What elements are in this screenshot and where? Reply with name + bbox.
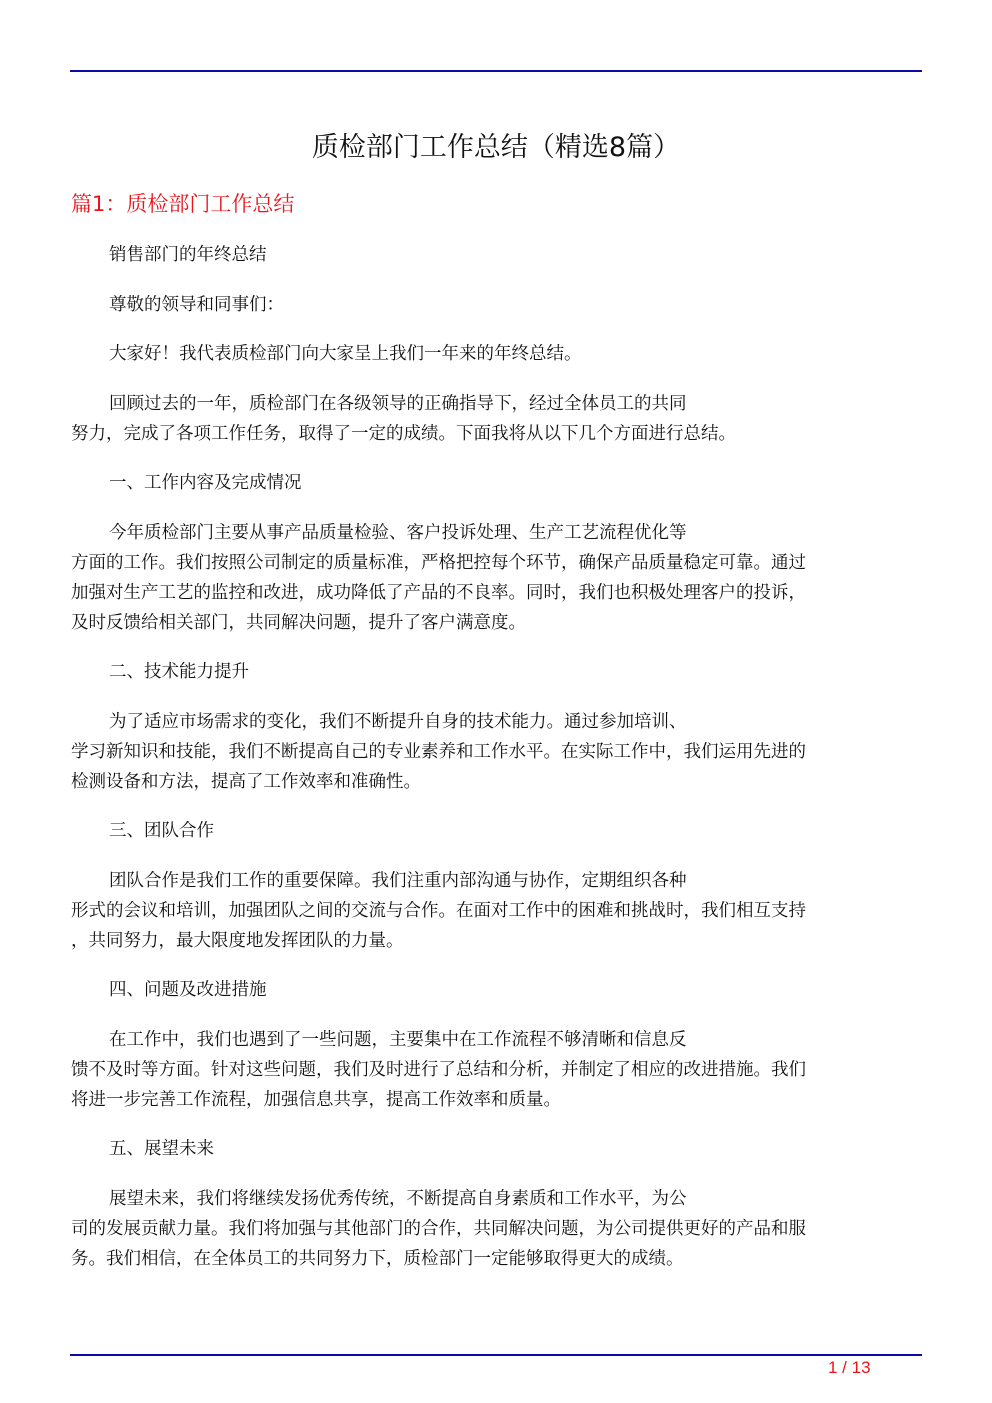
paragraph-line: 回顾过去的一年，质检部门在各级领导的正确指导下，经过全体员工的共同	[109, 393, 687, 414]
paragraph	[71, 866, 916, 956]
paragraph-line: 方面的工作。我们按照公司制定的质量标准，严格把控每个环节，确保产品质量稳定可靠。通过	[71, 552, 806, 573]
paragraph-line: 加强对生产工艺的监控和改进，成功降低了产品的不良率。同时，我们也积极处理客户的投诉，	[71, 582, 806, 603]
paragraph-line: 学习新知识和技能，我们不断提高自己的专业素养和工作水平。在实际工作中，我们运用先进的	[71, 741, 806, 762]
paragraph-line: 五、展望未来	[109, 1139, 214, 1159]
paragraph-line: 将进一步完善工作流程，加强信息共享，提高工作效率和质量。	[71, 1089, 561, 1110]
paragraph-line: ，共同努力，最大限度地发挥团队的力量。	[71, 930, 404, 951]
header-rule	[70, 70, 922, 72]
footer-rule	[70, 1354, 922, 1356]
paragraph-line: 司的发展贡献力量。我们将加强与其他部门的合作，共同解决问题，为公司提供更好的产品和服	[71, 1218, 806, 1239]
paragraph	[71, 657, 916, 687]
paragraph-line: 馈不及时等方面。针对这些问题，我们及时进行了总结和分析，并制定了相应的改进措施。我们	[71, 1059, 806, 1080]
paragraph-line: 二、技术能力提升	[109, 662, 249, 682]
paragraph-line: 一、工作内容及完成情况	[109, 473, 302, 493]
paragraph-line: 务。我们相信，在全体员工的共同努力下，质检部门一定能够取得更大的成绩。	[71, 1248, 684, 1269]
paragraph-line: 展望未来，我们将继续发扬优秀传统，不断提高自身素质和工作水平，为公	[109, 1188, 687, 1209]
paragraph-line: 今年质检部门主要从事产品质量检验、客户投诉处理、生产工艺流程优化等	[109, 522, 687, 543]
paragraph-line: 三、团队合作	[109, 821, 214, 841]
paragraph	[71, 707, 916, 797]
paragraph	[71, 518, 916, 638]
paragraph	[71, 975, 916, 1005]
paragraph-line: 检测设备和方法，提高了工作效率和准确性。	[71, 771, 421, 792]
paragraph	[71, 468, 916, 498]
paragraph-line: 大家好！我代表质检部门向大家呈上我们一年来的年终总结。	[109, 344, 582, 364]
paragraph-line: 销售部门的年终总结	[109, 245, 267, 265]
paragraph-line: 四、问题及改进措施	[109, 980, 267, 1000]
paragraph-line: 努力，完成了各项工作任务，取得了一定的成绩。下面我将从以下几个方面进行总结。	[71, 423, 736, 444]
paragraph	[71, 240, 916, 270]
paragraph	[71, 290, 916, 320]
paragraph	[71, 389, 916, 449]
section-heading: 篇1：质检部门工作总结	[71, 192, 295, 216]
page-indicator: 1 / 13	[828, 1358, 871, 1377]
paragraph	[71, 339, 916, 369]
document-body	[71, 240, 916, 1293]
paragraph-line: 在工作中，我们也遇到了一些问题，主要集中在工作流程不够清晰和信息反	[109, 1029, 687, 1050]
paragraph	[71, 1025, 916, 1115]
paragraph	[71, 1134, 916, 1164]
paragraph-line: 团队合作是我们工作的重要保障。我们注重内部沟通与协作，定期组织各种	[109, 870, 687, 891]
paragraph	[71, 816, 916, 846]
paragraph	[71, 1184, 916, 1274]
paragraph-line: 及时反馈给相关部门，共同解决问题，提升了客户满意度。	[71, 612, 526, 633]
paragraph-line: 形式的会议和培训，加强团队之间的交流与合作。在面对工作中的困难和挑战时，我们相互支持	[71, 900, 806, 921]
paragraph-line: 尊敬的领导和同事们：	[109, 294, 284, 315]
paragraph-line: 为了适应市场需求的变化，我们不断提升自身的技术能力。通过参加培训、	[109, 711, 687, 732]
document-title: 质检部门工作总结（精选8篇）	[311, 132, 681, 163]
